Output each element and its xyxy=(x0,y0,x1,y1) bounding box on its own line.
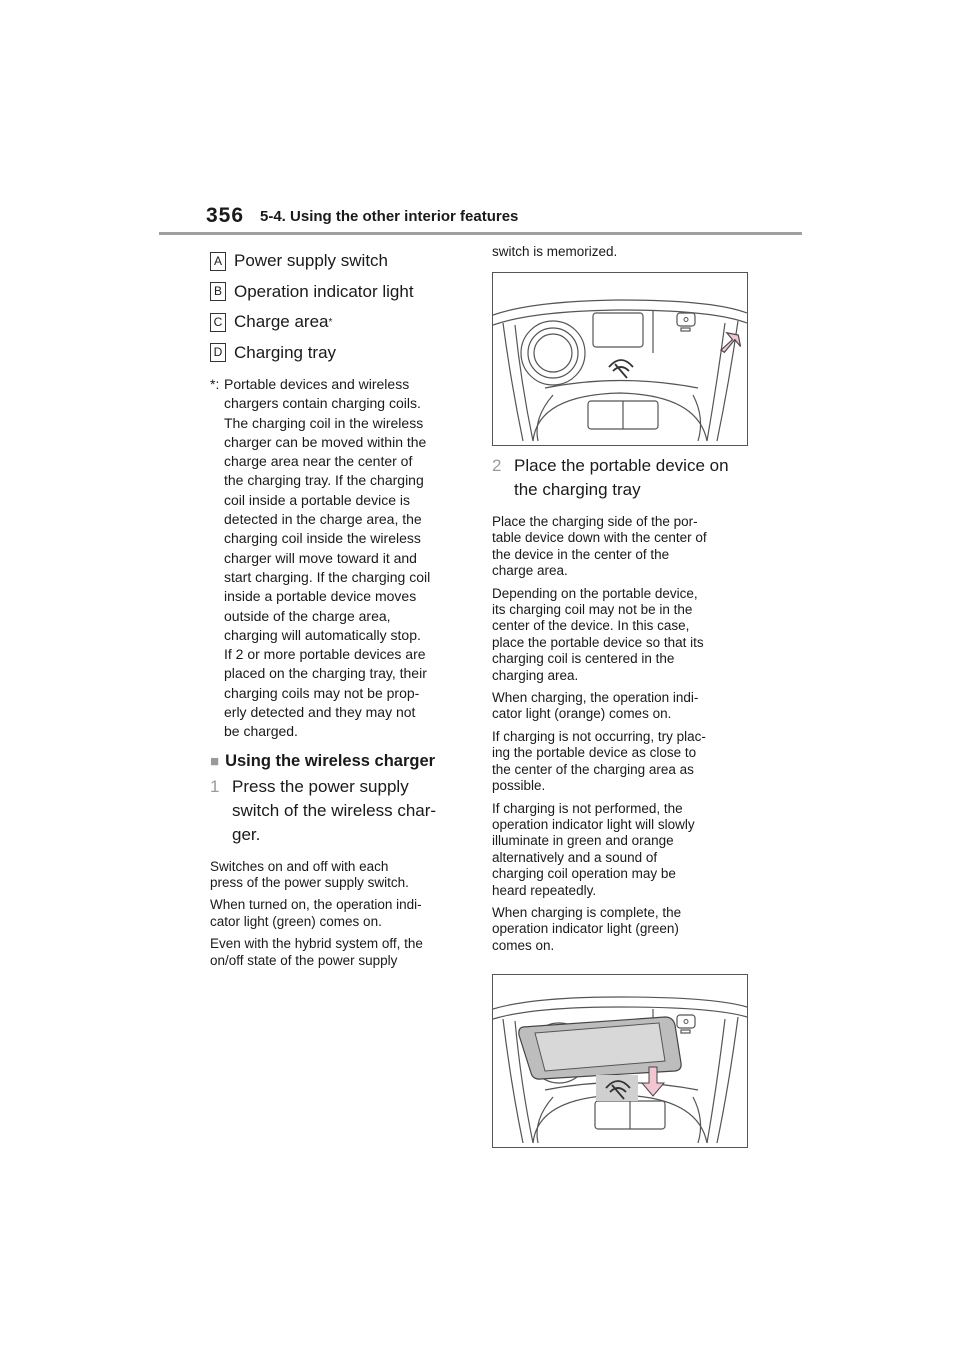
text-line: table device down with the center of xyxy=(492,530,707,546)
console-diagram-2 xyxy=(493,975,747,1147)
power-switch-illustration xyxy=(492,272,748,446)
footnote-reference: * xyxy=(328,316,333,328)
page-number: 356 xyxy=(206,204,245,227)
text-line: If charging is not performed, the xyxy=(492,800,683,816)
text-line: coil inside a portable device is xyxy=(224,491,410,508)
text-line: charging coil inside the wireless xyxy=(224,530,421,547)
console-diagram-1 xyxy=(493,273,747,445)
text-line: on/off state of the power supply xyxy=(210,952,398,968)
text-line: Place the portable device on xyxy=(514,456,729,475)
legend-text: Power supply switch xyxy=(234,251,389,271)
text-line: its charging coil may not be in the xyxy=(492,602,693,618)
legend-text: Operation indicator light xyxy=(234,281,414,301)
text-line: heard repeatedly. xyxy=(492,882,597,898)
text-line: charging will automatically stop. xyxy=(224,626,421,643)
step-1-notes xyxy=(210,859,472,969)
step-2-notes xyxy=(492,514,754,954)
footnote-text xyxy=(224,375,472,742)
left-column xyxy=(210,246,472,969)
text-line: charger can be moved within the xyxy=(224,433,427,450)
text-line: Depending on the portable device, xyxy=(492,585,698,601)
step-number: 1 xyxy=(210,776,220,796)
text-line: detected in the charge area, the xyxy=(224,511,422,528)
device-placement-illustration xyxy=(492,974,748,1148)
text-line: charging coils may not be prop- xyxy=(224,684,420,701)
text-line: the device in the center of the xyxy=(492,546,670,562)
legend-text: Charge area xyxy=(234,312,329,332)
section-title: 5-4. Using the other interior features xyxy=(260,208,519,225)
right-column xyxy=(492,244,754,1148)
text-line: switch of the wireless char- xyxy=(232,800,437,820)
parts-legend xyxy=(210,246,472,368)
text-line: ger. xyxy=(232,824,261,844)
legend-item xyxy=(210,277,472,308)
text-line: When turned on, the operation indi- xyxy=(210,897,422,913)
continued-text: switch is memorized. xyxy=(492,244,618,259)
text-line: be charged. xyxy=(224,723,298,740)
text-line: cator light (orange) comes on. xyxy=(492,706,672,722)
footnote-mark: *: xyxy=(210,376,220,392)
legend-text: Charging tray xyxy=(234,342,337,362)
text-line: charger will move toward it and xyxy=(224,549,417,566)
text-line: If 2 or more portable devices are xyxy=(224,646,426,663)
text-line: cator light (green) comes on. xyxy=(210,913,382,929)
text-line: the charging tray. If the charging xyxy=(224,472,424,489)
text-line: charging area. xyxy=(492,667,579,683)
callout-letter: C xyxy=(210,313,226,332)
square-bullet-icon: ■ xyxy=(210,752,220,770)
text-line: press of the power supply switch. xyxy=(210,875,409,891)
text-line: start charging. If the charging coil xyxy=(224,568,431,585)
subheading-text: Using the wireless charger xyxy=(225,751,436,770)
note-paragraph xyxy=(210,936,472,969)
text-line: possible. xyxy=(492,778,546,794)
text-line: illuminate in green and orange xyxy=(492,833,674,849)
text-line: erly detected and they may not xyxy=(224,704,416,721)
step-text xyxy=(232,775,436,847)
note-paragraph xyxy=(492,690,754,723)
text-line: charge area near the center of xyxy=(224,453,413,470)
step-number: 2 xyxy=(492,456,502,475)
text-line: operation indicator light will slowly xyxy=(492,816,695,832)
note-paragraph xyxy=(210,859,472,892)
step-1 xyxy=(210,775,472,847)
text-line: Press the power supply xyxy=(232,776,409,796)
header-divider xyxy=(159,232,802,235)
legend-item xyxy=(210,338,472,369)
text-line: the charging tray xyxy=(514,480,641,499)
note-paragraph xyxy=(492,801,754,899)
text-line: operation indicator light (green) xyxy=(492,921,679,937)
callout-letter: D xyxy=(210,343,226,362)
text-line: Portable devices and wireless xyxy=(224,376,410,392)
text-line: The charging coil in the wireless xyxy=(224,414,424,431)
text-line: charging coil is centered in the xyxy=(492,651,675,667)
section-subheading xyxy=(210,752,472,771)
text-line: chargers contain charging coils. xyxy=(224,395,421,412)
legend-item xyxy=(210,246,472,277)
text-line: Switches on and off with each xyxy=(210,858,389,874)
text-line: Place the charging side of the por- xyxy=(492,514,698,529)
text-line: When charging is complete, the xyxy=(492,904,682,920)
text-line: comes on. xyxy=(492,937,555,953)
text-line: charge area. xyxy=(492,563,568,579)
wireless-charging-icon xyxy=(609,360,633,378)
text-line: alternatively and a sound of xyxy=(492,849,658,865)
note-paragraph xyxy=(210,897,472,930)
page-header xyxy=(206,204,802,234)
text-line: Even with the hybrid system off, the xyxy=(210,936,423,952)
text-line: the center of the charging area as xyxy=(492,761,694,777)
text-line: inside a portable device moves xyxy=(224,588,417,605)
charge-area-footnote xyxy=(210,375,472,742)
arrow-up-left-icon xyxy=(721,333,741,353)
legend-item xyxy=(210,307,472,338)
text-line: place the portable device so that its xyxy=(492,634,704,650)
note-paragraph xyxy=(492,514,754,580)
text-line: charging coil operation may be xyxy=(492,866,676,882)
text-line: placed on the charging tray, their xyxy=(224,665,427,682)
callout-letter: B xyxy=(210,282,226,301)
text-line: If charging is not occurring, try plac- xyxy=(492,728,706,744)
callout-letter: A xyxy=(210,252,226,271)
note-paragraph xyxy=(492,586,754,684)
text-line: outside of the charge area, xyxy=(224,607,391,624)
step-text xyxy=(514,454,729,502)
text-line: ing the portable device as close to xyxy=(492,745,697,761)
note-paragraph xyxy=(492,729,754,795)
step-2 xyxy=(492,454,754,502)
note-paragraph xyxy=(492,905,754,954)
text-line: center of the device. In this case, xyxy=(492,618,690,634)
text-line: When charging, the operation indi- xyxy=(492,690,699,706)
